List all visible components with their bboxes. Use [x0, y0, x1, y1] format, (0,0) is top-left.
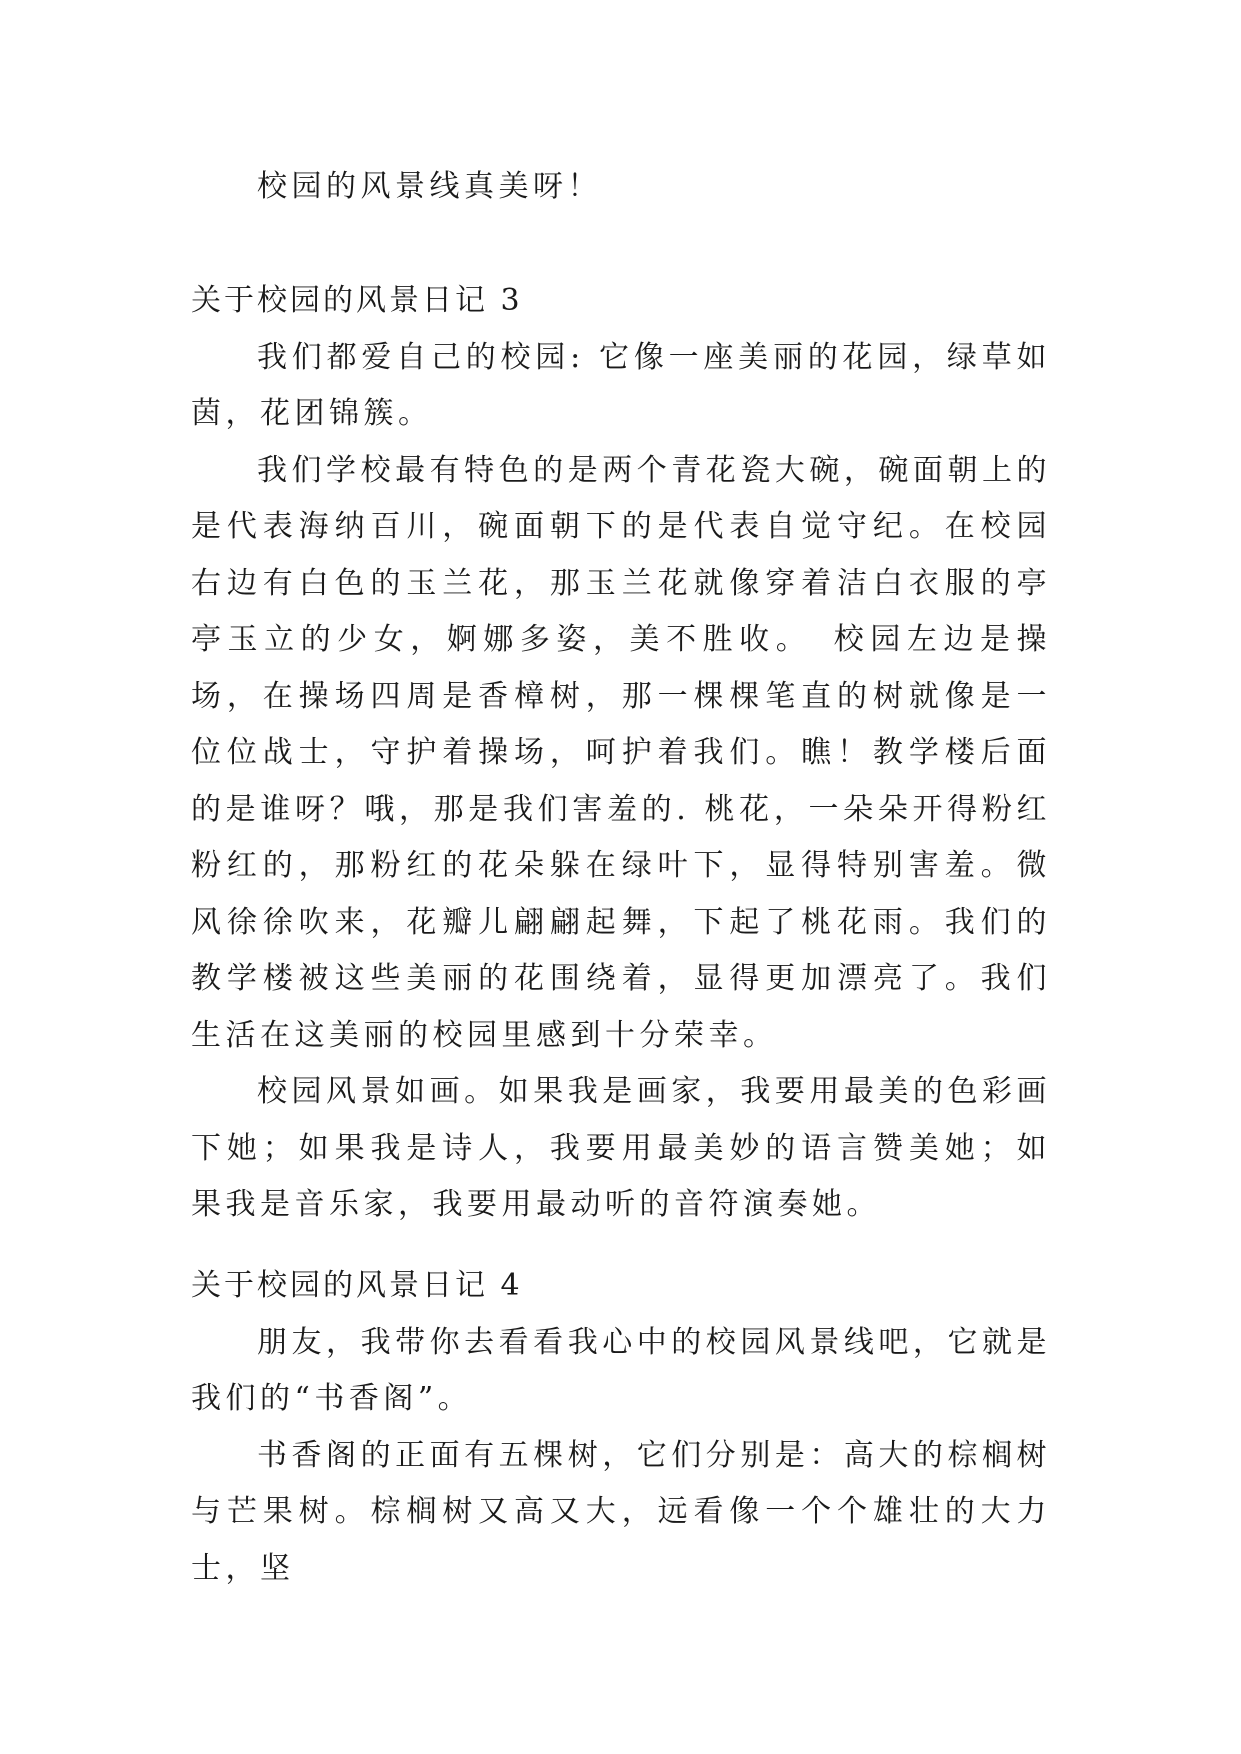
- diary-3-paragraph-1: 我们都爱自己的校园: 它像一座美丽的花园，绿草如茵，花团锦簇。: [191, 339, 1051, 431]
- diary-3-section: [191, 273, 1051, 1234]
- diary-4-paragraph-2: 书香阁的正面有五棵树，它们分别是：高大的棕榈树与芒果树。棕榈树又高又大，远看像一个个雄壮的大力士，坚: [191, 1437, 1051, 1586]
- diary-4-heading: 关于校园的风景日记 4: [191, 1268, 523, 1303]
- diary-4-section: [191, 1258, 1051, 1597]
- diary-3-heading: 关于校园的风景日记 3: [191, 283, 523, 318]
- closing-section: [191, 159, 1051, 216]
- diary-3-paragraph-2: 我们学校最有特色的是两个青花瓷大碗，碗面朝上的是代表海纳百川，碗面朝下的是代表自觉守纪。在校园右边有白色的玉兰花，那玉兰花就像穿着洁白衣服的亭亭玉立的少女，婀娜多姿，美不胜收。 校园左边是操场，在操场四周是香樟树，那一棵棵笔直的树就像是一位位战士，守护着操场，呵护着我们。瞧！教学楼后面的是谁呀？哦，那是我们害羞的. 桃花，一朵朵开得粉红粉红的，那粉红的花朵躲在绿叶下，显得特别害羞。微风徐徐吹来，花瓣儿翩翩起舞，下起了桃花雨。我们的教学楼被这些美丽的花围绕着，显得更加漂亮了。我们生活在这美丽的校园里感到十分荣幸。: [191, 452, 1051, 1053]
- diary-4-paragraph-1: 朋友，我带你去看看我心中的校园风景线吧，它就是我们的“书香阁”。: [191, 1324, 1051, 1416]
- diary-3-paragraph-3: 校园风景如画。如果我是画家，我要用最美的色彩画下她；如果我是诗人，我要用最美妙的语言赞美她；如果我是音乐家，我要用最动听的音符演奏她。: [191, 1074, 1051, 1222]
- closing-line: 校园的风景线真美呀！: [257, 169, 602, 204]
